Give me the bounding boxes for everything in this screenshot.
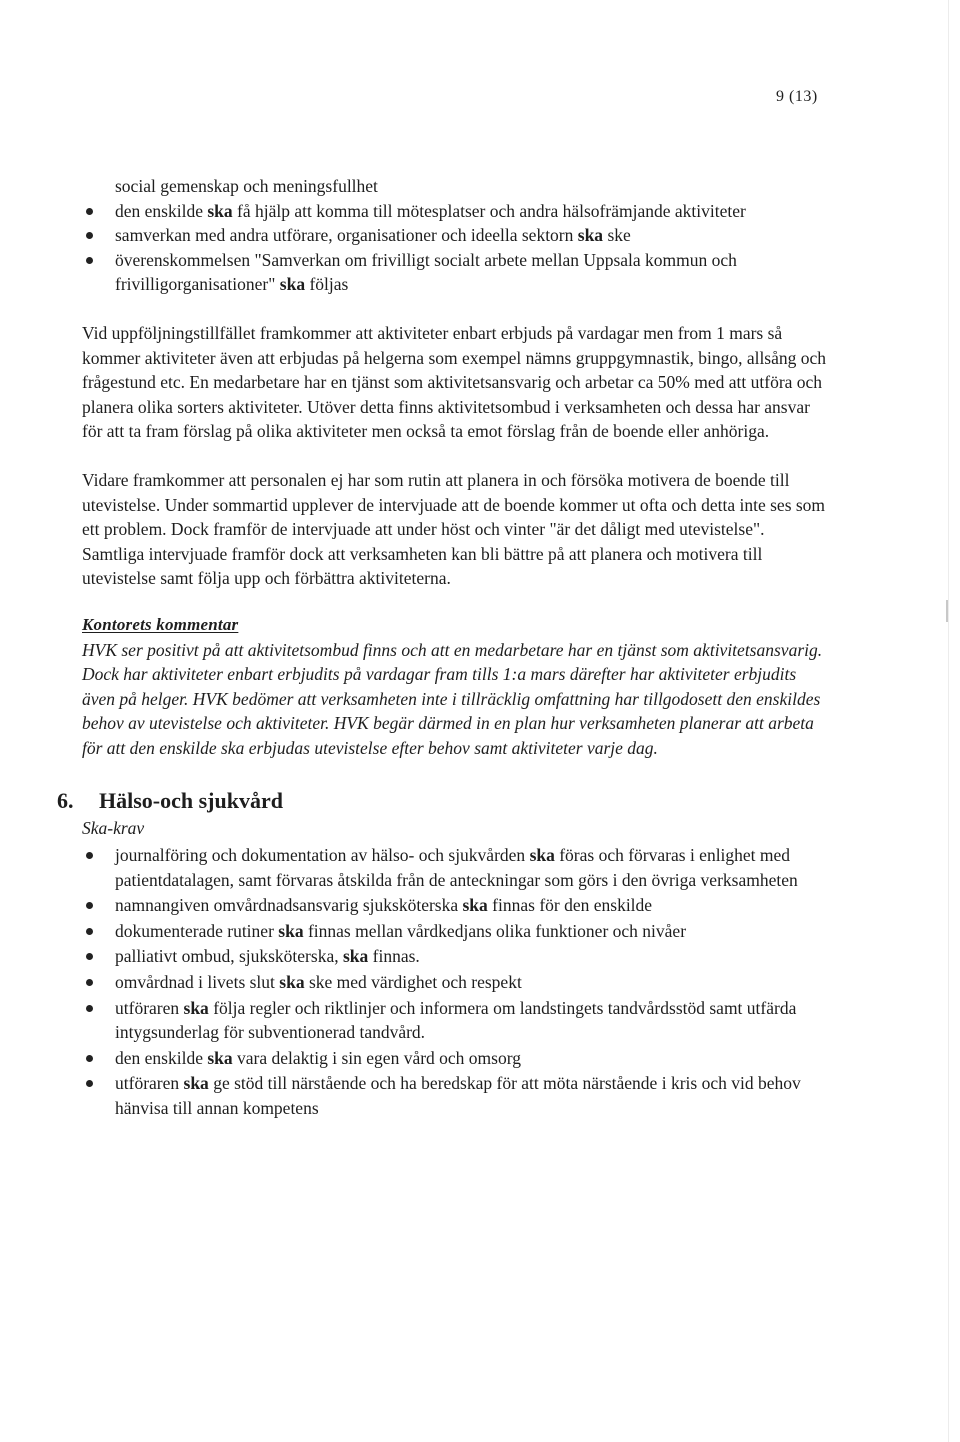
section-title: Hälso-och sjukvård [99, 788, 283, 814]
list-item: överenskommelsen "Samverkan om frivilligt socialt arbete mellan Uppsala kommun och frivilligorganisationer" ska följas [115, 248, 827, 297]
section-heading [57, 786, 827, 816]
list-item: namnangiven omvårdnadsansvarig sjuksköterska ska finnas för den enskilde [115, 893, 827, 918]
list-item: social gemenskap och meningsfullhet [115, 176, 378, 196]
list-item: dokumenterade rutiner ska finnas mellan vårdkedjans olika funktioner och nivåer [115, 919, 827, 944]
list-item: omvårdnad i livets slut ska ske med värdighet och respekt [115, 970, 827, 995]
list-item: den enskilde ska få hjälp att komma till mötesplatser och andra hälsofrämjande aktiviteter [115, 199, 827, 224]
followup-paragraph: Vid uppföljningstillfället framkommer att aktiviteter enbart erbjuds på vardagar men from 1 mars så kommer aktiviteter även att erbjudas på helgerna som exempel nämns gruppgymnastik, bingo, allsång och frågestund etc. En medarbetare har en tjänst som aktivitetsansvarig och arbetar ca 50% med att utföra och planera olika sorters aktiviteter. Utöver detta finns aktivitetsombud i verksamheten och dessa har ansvar för att ta fram förslag på olika aktiviteter men också ta emot förslag från de boende eller anhöriga. [82, 322, 827, 442]
list-item: utföraren ska ge stöd till närstående och ha beredskap för att möta närstående i kris och vid behov hänvisa till annan kompetens [115, 1071, 827, 1120]
outdoor-paragraph: Vidare framkommer att personalen ej har som rutin att planera in och försöka motivera de boende till utevistelse. Under sommartid upplever de intervjuade att de boende kommer ut ofta och detta inte ses som ett problem. Dock framför de intervjuade att under höst och vinter "är det dåligt med utevistelse". Samtliga intervjuade framför dock att verksamheten kan bli bättre på att planera och motivera till utevistelse samt följa upp och förbättra aktiviteterna. [82, 469, 826, 589]
list-item: journalföring och dokumentation av hälso- och sjukvården ska föras och förvaras i enlighet med patientdatalagen, samt förvaras åtskilda från de anteckningar som görs i den övriga verksamheten [115, 843, 827, 892]
comment-title: Kontorets kommentar [82, 614, 239, 634]
requirements-list-top [82, 174, 827, 297]
document-body [57, 174, 827, 1122]
page-number: 9 (13) [776, 88, 818, 105]
list-item: samverkan med andra utförare, organisationer och ideella sektorn ska ske [115, 223, 827, 248]
section-subheading: Ska-krav [82, 818, 145, 839]
list-item: palliativt ombud, sjuksköterska, ska finnas. [115, 944, 827, 969]
comment-text: HVK ser positivt på att aktivitetsombud finns och att en medarbetare har en tjänst som aktivitetsansvarig. Dock har aktiviteter enbart erbjudits på vardagar fram tills 1:a mars därefter har aktiviteter erbjudits även på helger. HVK bedömer att verksamheten inte i tillräcklig omfattning har tillgodosett den enskildes behov av utevistelse och aktiviteter. HVK begär därmed in en plan hur verksamheten planerar att arbeta för att den enskilde ska erbjudas utevistelse efter behov samt aktiviteter varje dag. [82, 639, 823, 758]
section-number: 6. [57, 788, 74, 814]
scan-edge-line [948, 0, 949, 1442]
scan-edge-mark [946, 600, 948, 622]
requirements-list-health [82, 843, 827, 1121]
list-item: utföraren ska följa regler och riktlinjer och informera om landstingets tandvårdsstöd samt utfärda intygsunderlag för subventionerad tandvård. [115, 996, 827, 1045]
list-item: den enskilde ska vara delaktig i sin egen vård och omsorg [115, 1046, 827, 1071]
office-comment [82, 613, 827, 761]
